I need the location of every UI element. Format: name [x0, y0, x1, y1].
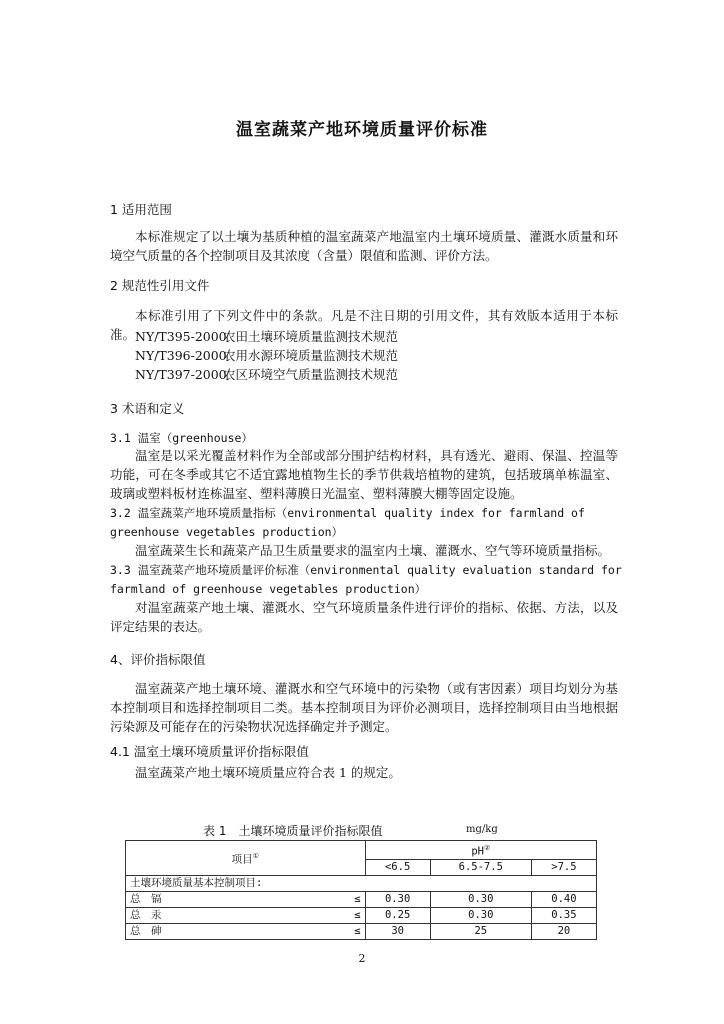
section-1-heading: 1 适用范围	[110, 202, 172, 217]
soil-limits-table	[125, 840, 597, 940]
ph-header-label: pH	[471, 845, 484, 858]
pollutant-name: 总 砷	[126, 923, 255, 939]
reference-code: NY/T395-2000	[135, 329, 227, 344]
table-caption: 表 1 土壤环境质量评价指标限值	[203, 824, 383, 838]
section-1-paragraph: 本标准规定了以土壤为基质种植的温室蔬菜产地温室内土壤环境质量、灌溉水质量和环境空气质量的各个控制项目及其浓度（含量）限值和监测、评价方法。	[110, 229, 618, 263]
limit-value: 0.40	[531, 891, 596, 907]
item-header-footnote: ①	[252, 852, 259, 860]
pollutant-operator: ≤	[254, 891, 365, 907]
term-3-3-definition: 对温室蔬菜产地土壤、灌溉水、空气环境质量条件进行评价的指标、依据、方法，以及评定结果的表达。	[110, 600, 618, 634]
limit-value: 0.30	[430, 907, 531, 923]
reference-name: 农区环境空气质量监测技术规范	[223, 367, 399, 382]
table-unit: mg/kg	[466, 824, 498, 835]
ph-range-cell: 6.5-7.5	[430, 859, 531, 875]
section-2-heading: 2 规范性引用文件	[110, 278, 210, 293]
item-header-label: 项目	[231, 853, 253, 866]
table-row	[126, 907, 597, 923]
limit-value: 20	[531, 923, 596, 939]
item-header-cell	[126, 841, 366, 876]
pollutant-operator: ≤	[254, 907, 365, 923]
section-4-1-heading: 4.1 温室土壤环境质量评价指标限值	[110, 744, 309, 759]
ph-range-cell: <6.5	[365, 859, 430, 875]
section-3-heading: 3 术语和定义	[110, 401, 185, 416]
term-3-2-heading-line2: greenhouse vegetables production）	[110, 525, 344, 539]
term-3-3-heading-line2: farmland of greenhouse vegetables production）	[110, 582, 427, 596]
pollutant-operator: ≤	[254, 923, 365, 939]
term-3-1-definition: 温室是以采光覆盖材料作为全部或部分围护结构材料，具有透光、避雨、保温、控温等功能，可在冬季或其它不适宜露地植物生长的季节供栽培植物的建筑，包括玻璃单栋温室、玻璃或塑料板材连栋温室、塑料薄膜日光温室、塑料薄膜大棚等固定设施。	[110, 448, 618, 501]
limit-value: 0.30	[430, 891, 531, 907]
term-3-2-definition: 温室蔬菜生长和蔬菜产品卫生质量要求的温室内土壤、灌溉水、空气等环境质量指标。	[135, 543, 611, 558]
ph-range-cell: >7.5	[531, 859, 596, 875]
term-3-3-heading-line1: 3.3 温室蔬菜产地环境质量评价标准（environmental quality evaluation standard for	[110, 563, 622, 577]
ph-header-cell	[365, 841, 596, 860]
reference-list	[135, 327, 398, 384]
limit-value: 0.35	[531, 907, 596, 923]
reference-item	[135, 346, 398, 365]
reference-name: 农田土壤环境质量监测技术规范	[223, 329, 399, 344]
pollutant-name: 总 汞	[126, 907, 255, 923]
limit-value: 25	[430, 923, 531, 939]
term-3-1-heading: 3.1 温室（greenhouse）	[110, 431, 253, 445]
reference-item	[135, 365, 398, 384]
reference-code: NY/T396-2000	[135, 348, 227, 363]
pollutant-name: 总 镉	[126, 891, 255, 907]
section-4-paragraph: 温室蔬菜产地土壤环境、灌溉水和空气环境中的污染物（或有害因素）项目均划分为基本控制项目和选择控制项目二类。基本控制项目为评价必测项目，选择控制项目由当地根据污染源及可能存在的污染物状况选择确定并予测定。	[110, 681, 618, 734]
limit-value: 0.30	[365, 891, 430, 907]
section-2-paragraph: 本标准引用了下列文件中的条款。凡是不注日期的引用文件，其有效版本适用于本标准。	[110, 308, 618, 342]
table-header-row	[126, 841, 597, 860]
section-4-1-text: 温室蔬菜产地土壤环境质量应符合表 1 的规定。	[135, 765, 401, 780]
term-3-2-heading-line1: 3.2 温室蔬菜产地环境质量指标（environmental quality index for farmland of	[110, 506, 585, 520]
group-label-cell: 土壤环境质量基本控制项目:	[126, 875, 597, 891]
reference-item	[135, 327, 398, 346]
group-row	[126, 875, 597, 891]
document-title: 温室蔬菜产地环境质量评价标准	[236, 120, 488, 140]
limit-value: 30	[365, 923, 430, 939]
page-number: 2	[358, 952, 366, 965]
reference-code: NY/T397-2000	[135, 367, 227, 382]
table-row	[126, 891, 597, 907]
section-4-heading: 4、评价指标限值	[110, 652, 206, 667]
table-row	[126, 923, 597, 939]
limit-value: 0.25	[365, 907, 430, 923]
ph-header-footnote: ②	[483, 844, 491, 852]
reference-name: 农用水源环境质量监测技术规范	[223, 348, 399, 363]
